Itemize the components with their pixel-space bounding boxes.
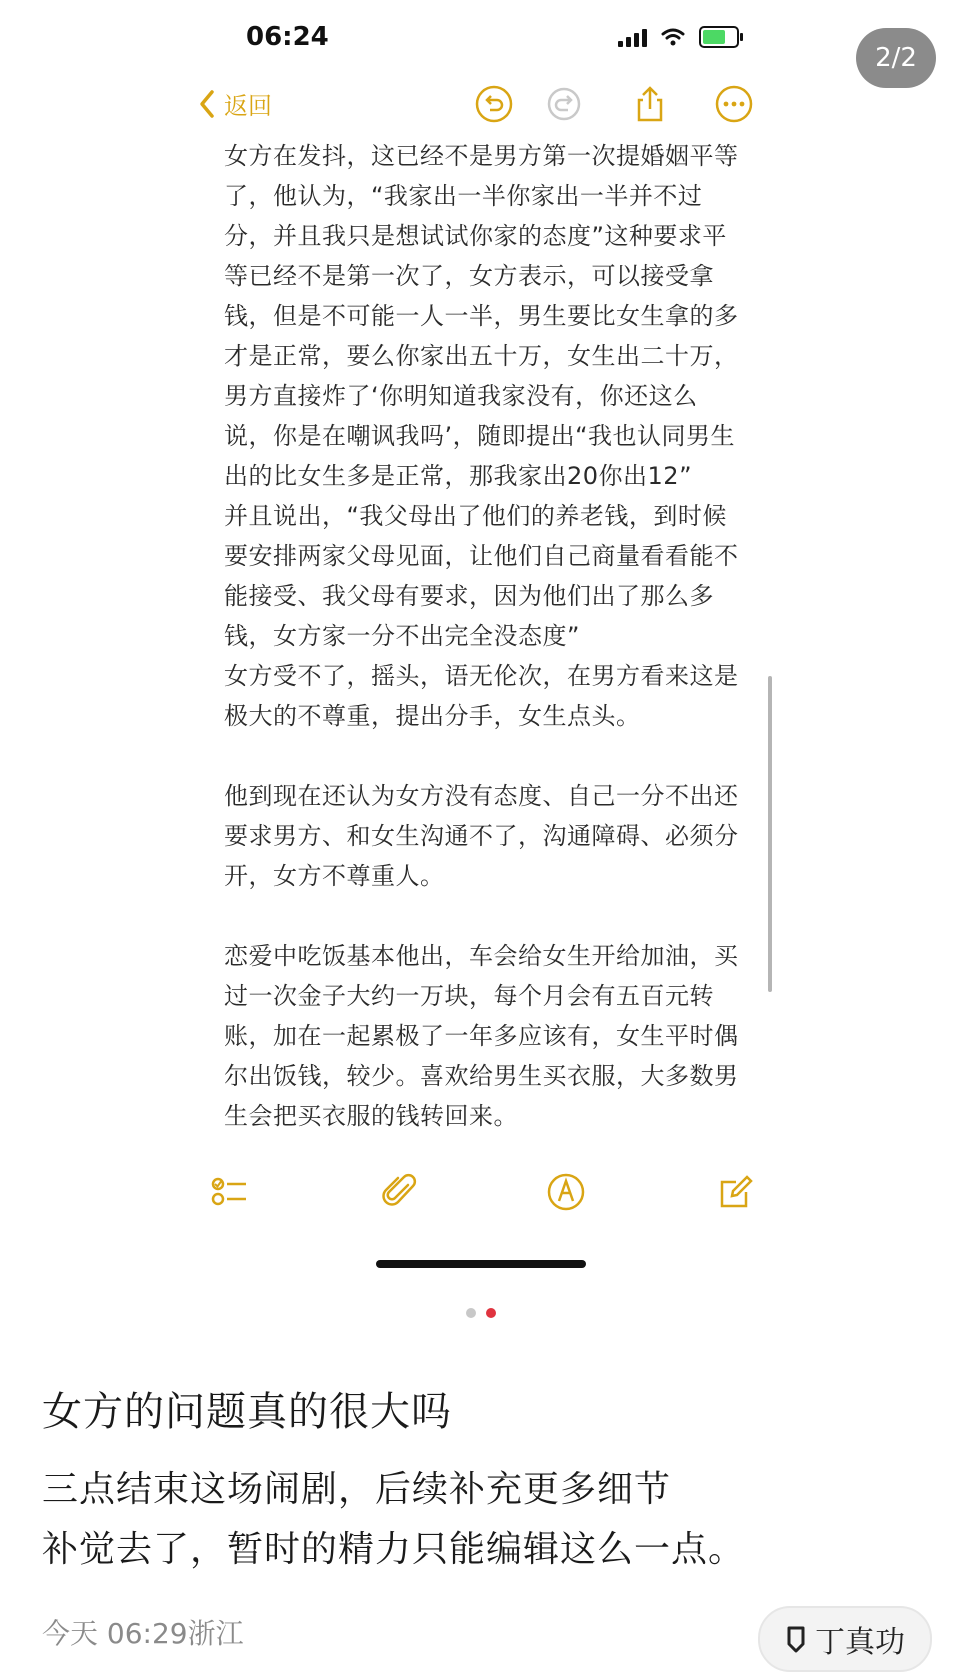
back-label: 返回 [224, 92, 272, 120]
signal-icon [618, 27, 647, 47]
reply-button-label: 丁真功 [815, 1625, 905, 1660]
status-time: 06:24 [246, 22, 329, 52]
note-scrollbar[interactable] [768, 676, 772, 992]
chat-bubble-icon [785, 1624, 807, 1654]
note-paragraph: 恋爱中吃饭基本他出，车会给女生开给加油，买过一次金子大约一万块，每个月会有五百元转账，加在一起累极了一年多应该有，女生平时偶尔出饭钱，较少。喜欢给男生买衣服，大多数男生会把买衣服的钱转回来。 [224, 942, 739, 1130]
share-icon[interactable] [630, 84, 670, 124]
carousel-dot[interactable] [466, 1308, 476, 1318]
note-paragraph: 女方在发抖，这已经不是男方第一次提婚姻平等了，他认为，“我家出一半你家出一半并不过分，并且我只是想试试你家的态度”这种要求平等已经不是第一次了，女方表示，可以接受拿钱，但是不可能一人一半，男生要比女生拿的多才是正常，要么你家出五十万，女生出二十万，男方直接炸了‘你明知道我家没有，你还这么说，你是在嘲讽我吗’，随即提出“我也认同男生出的比女生多是正常，那我家出20你出12” [224, 142, 739, 490]
redo-icon[interactable] [544, 84, 584, 124]
post-body-line: 补觉去了，暂时的精力只能编辑这么一点。 [42, 1529, 746, 1570]
post-meta: 今天 06:29浙江 [42, 1617, 244, 1650]
post-title: 女方的问题真的很大吗 [42, 1389, 452, 1435]
checklist-icon[interactable] [210, 1172, 250, 1212]
note-body[interactable] [224, 136, 744, 1136]
note-paragraph: 他到现在还认为女方没有态度、自己一分不出还要求男方、和女生沟通不了，沟通障碍、必须分开，女方不尊重人。 [224, 782, 739, 890]
note-blank-line [224, 736, 744, 776]
notes-bottom-bar [0, 1172, 960, 1222]
home-indicator [376, 1260, 586, 1268]
notes-toolbar [0, 80, 960, 130]
paperclip-icon[interactable] [380, 1172, 420, 1212]
wifi-icon [661, 27, 685, 47]
markup-icon[interactable] [546, 1172, 586, 1212]
note-blank-line [224, 896, 744, 936]
back-button[interactable] [198, 86, 272, 121]
battery-icon [699, 26, 739, 48]
reply-button[interactable] [758, 1606, 932, 1672]
compose-icon[interactable] [716, 1172, 756, 1212]
carousel-dot-active[interactable] [486, 1308, 496, 1318]
chevron-left-icon [198, 89, 216, 119]
more-icon[interactable] [714, 84, 754, 124]
undo-icon[interactable] [474, 84, 514, 124]
post-body [42, 1460, 745, 1580]
post-body-line: 三点结束这场闹剧，后续补充更多细节 [42, 1469, 672, 1510]
note-paragraph: 女方受不了，摇头，语无伦次，在男方看来这是极大的不尊重，提出分手，女生点头。 [224, 662, 739, 730]
status-icons [618, 26, 739, 48]
carousel-dots [466, 1308, 496, 1318]
note-paragraph: 并且说出，“我父母出了他们的养老钱，到时候要安排两家父母见面，让他们自己商量看看能不能接受、我父母有要求，因为他们出了那么多钱，女方家一分不出完全没态度” [224, 502, 739, 650]
image-page-badge: 2/2 [856, 28, 936, 88]
